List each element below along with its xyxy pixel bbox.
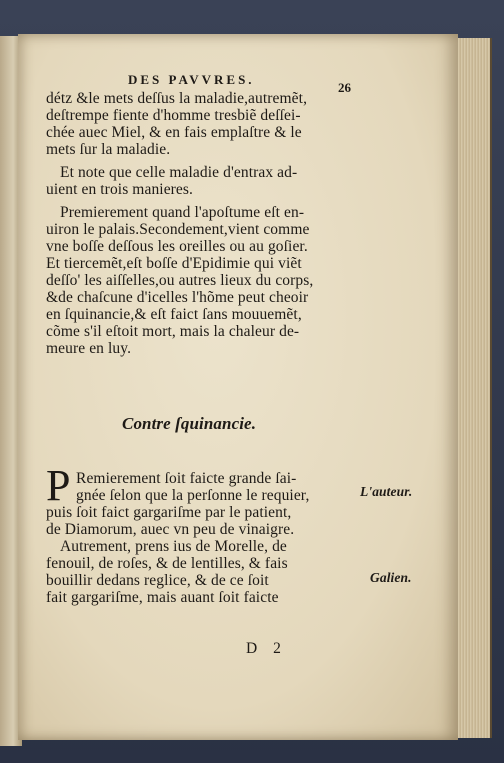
- text-line: bouillir dedans reglice, & de ce ſoit: [46, 572, 269, 589]
- section-heading: Contre ſquinancie.: [122, 414, 257, 433]
- paragraph-3: [46, 204, 313, 357]
- paragraph-1: [46, 90, 307, 158]
- text-line: Et tiercemẽt,eſt boſſe d'Epidimie qui viẽt: [46, 255, 302, 272]
- text-line: Remierement ſoit faicte grande ſai-: [76, 470, 297, 487]
- margin-note-auteur: L'auteur.: [360, 484, 413, 499]
- text-line: Premierement quand l'apoſtume eſt en-: [60, 204, 305, 221]
- page-number: 26: [338, 80, 351, 95]
- text-line: détz &le mets deſſus la maladie,autremẽt,: [46, 90, 308, 107]
- book-page: [18, 34, 458, 740]
- text-line: fait gargariſme, mais auant ſoit faicte: [46, 589, 279, 606]
- text-line: fenouil, de roſes, & de lentilles, & fais: [46, 555, 288, 572]
- text-line: vne boſſe deſſous les oreilles ou au goſier.: [46, 238, 308, 255]
- margin-note-galien: Galien.: [370, 570, 412, 585]
- text-line: Autrement, prens ius de Morelle, de: [60, 538, 287, 555]
- text-line: uient en trois manieres.: [46, 181, 194, 198]
- drop-cap: P: [46, 461, 71, 510]
- text-line: chée auec Miel, & en fais emplaſtre & le: [46, 124, 302, 141]
- text-line: en ſquinancie,& eſt faict ſans mouuemẽt,: [46, 306, 302, 323]
- text-line: Et note que celle maladie d'entrax ad-: [60, 164, 298, 181]
- section-text: [46, 470, 309, 606]
- text-line: meure en luy.: [46, 340, 132, 357]
- text-line: deſſo' les aiſſelles,ou autres lieux du corps,: [46, 272, 314, 289]
- paragraph-2: [46, 164, 297, 198]
- text-line: deſtrempe fiente d'homme tresbiẽ deſſei-: [46, 107, 301, 124]
- text-line: &de chaſcune d'icelles l'hõme peut cheoir: [46, 289, 309, 306]
- text-line: de Diamorum, auec vn peu de vinaigre.: [46, 521, 295, 538]
- text-line: mets ſur la maladie.: [46, 141, 171, 158]
- running-title: DES PAVVRES.: [128, 72, 255, 87]
- signature-mark: D 2: [246, 640, 287, 657]
- text-line: puis ſoit faict gargariſme par le patient,: [46, 504, 292, 521]
- text-line: uiron le palais.Secondement,vient comme: [46, 221, 310, 238]
- text-line: cõme s'il eſtoit mort, mais la chaleur de-: [46, 323, 300, 340]
- text-line: gnée ſelon que la perſonne le requier,: [76, 487, 310, 504]
